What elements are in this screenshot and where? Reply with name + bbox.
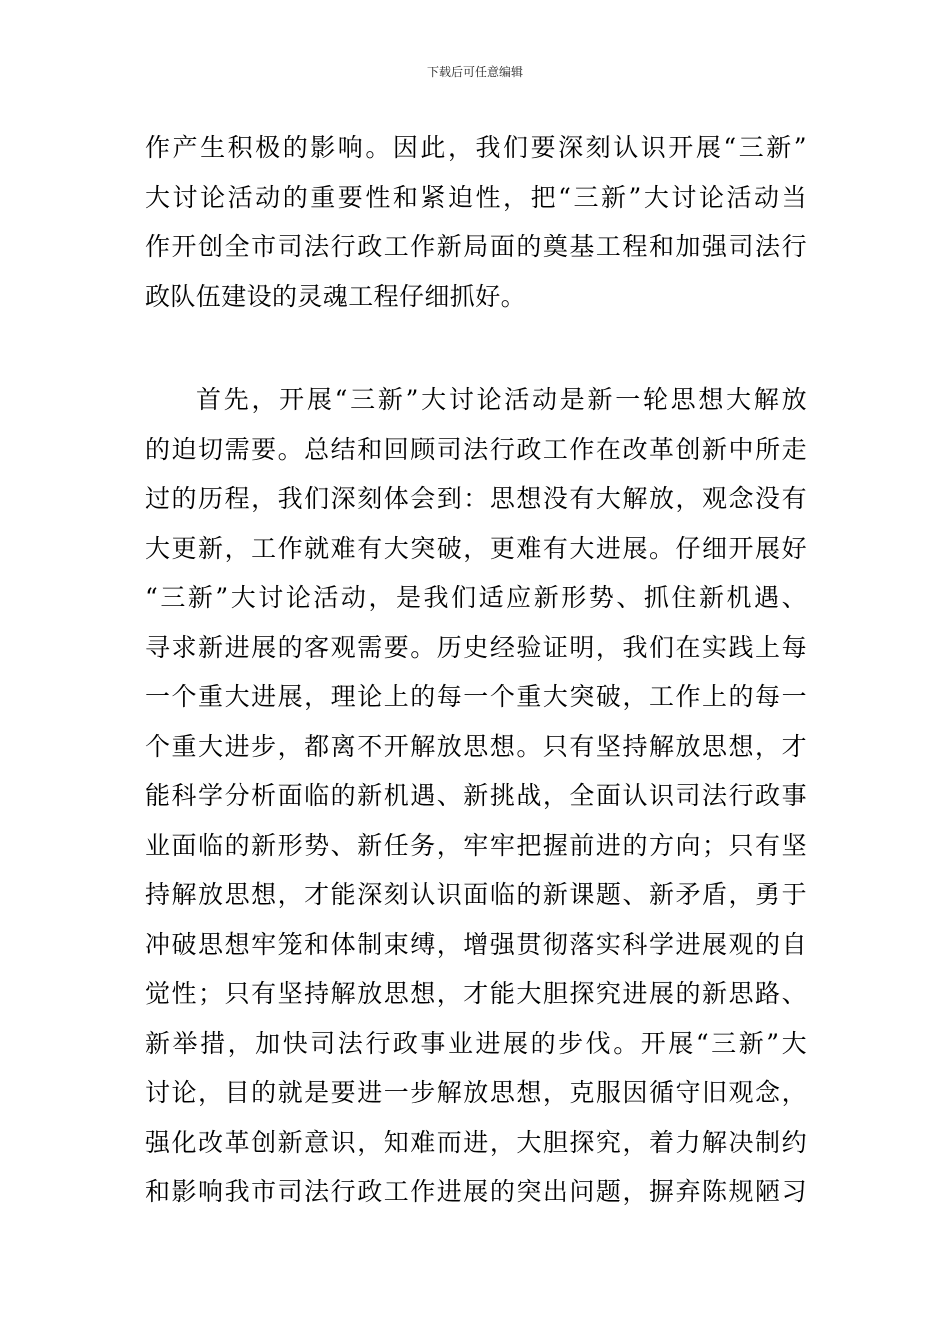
text-line: 持解放思想，才能深刻认识面临的新课题、新矛盾，勇于 <box>145 880 807 909</box>
text-line: 政队伍建设的灵魂工程仔细抓好。 <box>145 281 527 311</box>
text-line: “三新”大讨论活动，是我们适应新形势、抓住新机遇、 <box>145 583 807 612</box>
text-line: 个重大进步，都离不开解放思想。只有坚持解放思想，才 <box>145 731 807 761</box>
page-header: 下载后可任意编辑 <box>426 65 523 79</box>
text-line: 寻求新进展的客观需要。历史经验证明，我们在实践上每 <box>145 632 807 662</box>
text-line: 强化改革创新意识，知难而进，大胆探究，着力解决制约 <box>145 1127 807 1157</box>
text-line: 首先，开展“三新”大讨论活动是新一轮思想大解放 <box>196 385 807 414</box>
text-line: 业面临的新形势、新任务，牢牢把握前进的方向；只有坚 <box>145 830 807 860</box>
text-line: 能科学分析面临的新机遇、新挑战，全面认识司法行政事 <box>145 781 807 810</box>
text-line: 作开创全市司法行政工作新局面的奠基工程和加强司法行 <box>145 232 807 261</box>
text-line: 过的历程，我们深刻体会到：思想没有大解放，观念没有 <box>145 484 807 513</box>
paragraph-1 <box>145 123 807 321</box>
text-line: 一个重大进展，理论上的每一个重大突破，工作上的每一 <box>145 682 807 711</box>
text-line: 的迫切需要。总结和回顾司法行政工作在改革创新中所走 <box>145 434 807 464</box>
paragraph-2 <box>145 375 807 1217</box>
text-line: 大更新，工作就难有大突破，更难有大进展。仔细开展好 <box>145 533 807 563</box>
text-line: 大讨论活动的重要性和紧迫性，把“三新”大讨论活动当 <box>145 182 807 212</box>
text-line: 讨论，目的就是要进一步解放思想，克服因循守旧观念， <box>145 1078 807 1107</box>
text-line: 和影响我市司法行政工作进展的突出问题，摒弃陈规陋习 <box>145 1177 807 1206</box>
text-line: 冲破思想牢笼和体制束缚，增强贯彻落实科学进展观的自 <box>145 929 807 959</box>
text-line: 觉性；只有坚持解放思想，才能大胆探究进展的新思路、 <box>145 979 807 1008</box>
text-line: 新举措，加快司法行政事业进展的步伐。开展“三新”大 <box>145 1028 807 1058</box>
text-line: 作产生积极的影响。因此，我们要深刻认识开展“三新” <box>145 133 807 162</box>
